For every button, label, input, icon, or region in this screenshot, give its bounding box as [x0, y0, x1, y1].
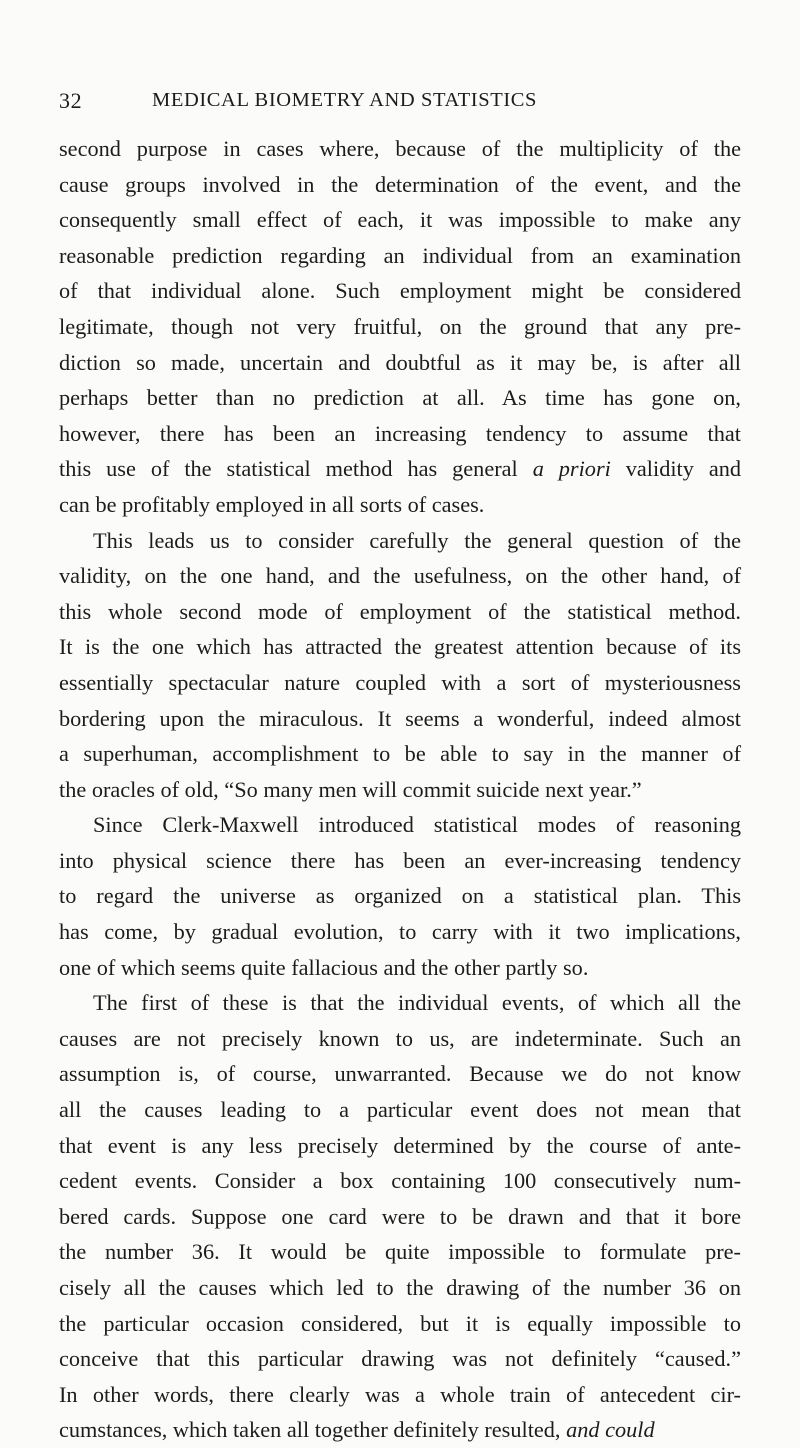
- page-number: 32: [59, 88, 83, 113]
- paragraph-start: This leads us to consider carefully the general question of the: [93, 527, 741, 553]
- text-line: of that individual alone. Such employment might be considered: [59, 278, 741, 304]
- italic-term: and could: [566, 1417, 655, 1443]
- text-line: cisely all the causes which led to the drawing of the number 36 on: [59, 1275, 741, 1300]
- text-line: It is the one which has attracted the greatest attention because of its: [59, 634, 741, 660]
- text-line: to regard the universe as organized on a statistical plan. This: [59, 883, 741, 909]
- text-line: into physical science there has been an ever-increasing tendency: [59, 847, 741, 873]
- text-line: validity, on the one hand, and the usefulness, on the other hand, of: [59, 563, 741, 589]
- text-line: the number 36. It would be quite impossible to formulate pre-: [59, 1239, 741, 1265]
- text-line: cause groups involved in the determination of the event, and the: [59, 171, 741, 197]
- paragraph-start: Since Clerk-Maxwell introduced statistical modes of reasoning: [93, 812, 741, 838]
- text-line: reasonable prediction regarding an individual from an examination: [59, 242, 741, 268]
- text-line: bered cards. Suppose one card were to be drawn and that it bore: [59, 1203, 741, 1229]
- text-line: diction so made, uncertain and doubtful as it may be, is after all: [59, 349, 741, 375]
- text-line: perhaps better than no prediction at all. As time has gone on,: [59, 385, 741, 411]
- text-line: second purpose in cases where, because of the multiplicity of the: [59, 136, 741, 161]
- text-line: causes are not precisely known to us, are indeterminate. Such an: [59, 1025, 741, 1051]
- text-line: assumption is, of course, unwarranted. Because we do not know: [59, 1061, 741, 1087]
- text-line: the oracles of old, “So many men will commit suicide next year.”: [59, 776, 642, 802]
- text-line-with-italic: [59, 451, 741, 487]
- text-segment: cumstances, which taken all together definitely resulted,: [59, 1417, 567, 1443]
- text-line: that event is any less precisely determined by the course of ante-: [59, 1132, 741, 1158]
- text-line: one of which seems quite fallacious and the other partly so.: [59, 954, 589, 980]
- text-line: all the causes leading to a particular event does not mean that: [59, 1097, 741, 1123]
- text-line: conceive that this particular drawing was not definitely “caused.”: [59, 1346, 741, 1372]
- italic-term: a priori: [532, 456, 611, 482]
- text-line: however, there has been an increasing tendency to assume that: [59, 420, 741, 446]
- text-line: a superhuman, accomplishment to be able to say in the manner of: [59, 741, 741, 767]
- text-line: essentially spectacular nature coupled with a sort of mysteriousness: [59, 669, 741, 695]
- text-line-with-italic: [59, 1412, 741, 1448]
- text-line: In other words, there clearly was a whole train of antecedent cir-: [59, 1381, 741, 1407]
- text-line: consequently small effect of each, it was impossible to make any: [59, 207, 741, 233]
- text-segment: validity and: [610, 456, 742, 482]
- text-line: legitimate, though not very fruitful, on the ground that any pre-: [59, 313, 741, 339]
- running-head: MEDICAL BIOMETRY AND STATISTICS: [152, 89, 538, 111]
- text-line: can be profitably employed in all sorts of cases.: [59, 491, 485, 517]
- text-line: this whole second mode of employment of the statistical method.: [59, 598, 741, 624]
- text-line: cedent events. Consider a box containing 100 consecutively num-: [59, 1168, 741, 1194]
- text-line: has come, by gradual evolution, to carry with it two implications,: [59, 919, 741, 945]
- page-header: [59, 88, 739, 114]
- text-segment: this use of the statistical method has general: [59, 456, 533, 482]
- body-text: [59, 131, 741, 1448]
- text-line: bordering upon the miraculous. It seems a wonderful, indeed almost: [59, 705, 741, 731]
- paragraph-start: The first of these is that the individual events, of which all the: [93, 990, 741, 1016]
- text-line: the particular occasion considered, but it is equally impossible to: [59, 1310, 741, 1336]
